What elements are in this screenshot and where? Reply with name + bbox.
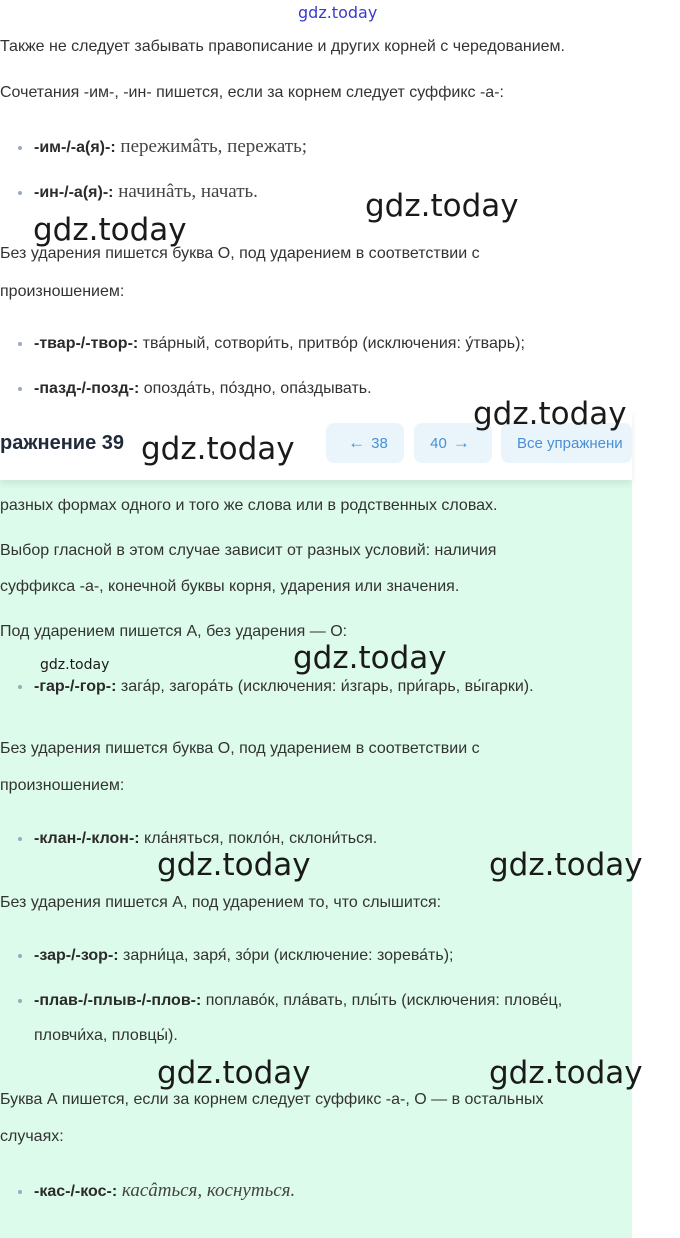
- root-key: -твар-/-твор-:: [34, 335, 139, 352]
- root-key: -клан-/-клон-:: [34, 830, 140, 847]
- watermark: gdz.today: [293, 640, 447, 676]
- root-key: -зар-/-зор-:: [34, 947, 119, 964]
- watermark: gdz.today: [157, 847, 311, 883]
- bullet-icon: [18, 685, 22, 689]
- list-item: [18, 380, 372, 398]
- examples: опозда́ть, по́здно, опа́здывать.: [139, 380, 372, 397]
- exercise-title: ражнение 39: [0, 432, 125, 454]
- bullet-icon: [18, 146, 22, 150]
- answer-line-7: Без ударения пишется А, под ударением то, что слышится:: [0, 894, 442, 911]
- list-item: [18, 181, 258, 203]
- root-key: -гар-/-гор-:: [34, 678, 117, 695]
- list-item: [18, 1180, 295, 1202]
- answer-line-5: Без ударения пишется буква О, под ударением в соответствии с: [0, 740, 480, 757]
- watermark: gdz.today: [33, 212, 187, 248]
- block1-line-1: Без ударения пишется буква О, под ударением в соответствии с: [0, 245, 480, 262]
- watermark-small: gdz.today: [40, 657, 110, 673]
- bullet-icon: [18, 191, 22, 195]
- prev-exercise-button[interactable]: [326, 423, 404, 463]
- answer-line-1: разных формах одного и того же слова или в родственных словах.: [0, 497, 498, 514]
- root-key: -пазд-/-позд-:: [34, 380, 140, 397]
- watermark: gdz.today: [489, 847, 643, 883]
- bullet-icon: [18, 954, 22, 958]
- list-item: [18, 830, 377, 848]
- list-item: [18, 335, 525, 353]
- watermark: gdz.today: [141, 431, 295, 467]
- watermark-top: gdz.today: [298, 3, 378, 22]
- bullet-icon: [18, 999, 22, 1003]
- bullet-icon: [18, 342, 22, 346]
- arrow-right-icon: →: [452, 433, 470, 452]
- answer-line-8: Буква А пишется, если за корнем следует суффикс -а-, О — в остальных: [0, 1091, 544, 1108]
- bullet-icon: [18, 837, 22, 841]
- bullet-icon: [18, 387, 22, 391]
- block1-line-2: произношением:: [0, 283, 125, 300]
- examples: кла́няться, покло́н, склони́ться.: [139, 830, 378, 847]
- prev-exercise-label: 38: [371, 434, 388, 452]
- next-exercise-label: 40: [430, 434, 447, 452]
- examples: пережимâть, пережать;: [115, 136, 308, 157]
- root-key: -ин-/-а(я)-:: [34, 184, 114, 201]
- watermark: gdz.today: [473, 396, 627, 432]
- examples: касâться, коснуться.: [117, 1180, 296, 1201]
- examples: зарни́ца, заря́, зо́ри (исключение: зорева́ть);: [118, 947, 454, 964]
- intro-line-2: Сочетания -им-, -ин- пишется, если за корнем следует суффикс -а-:: [0, 84, 504, 101]
- answer-line-4: Под ударением пишется А, без ударения — О:: [0, 623, 348, 640]
- answer-line-3: суффикса -а-, конечной буквы корня, ударения или значения.: [0, 578, 460, 595]
- list-item-continuation: пловчи́ха, пловцы́).: [34, 1027, 178, 1044]
- watermark: gdz.today: [157, 1055, 311, 1091]
- root-key: -плав-/-плыв-/-плов-:: [34, 992, 202, 1009]
- answer-line-2: Выбор гласной в этом случае зависит от разных условий: наличия: [0, 542, 497, 559]
- root-key: -им-/-а(я)-:: [34, 139, 116, 156]
- list-item: [18, 678, 534, 696]
- list-item: [18, 136, 307, 158]
- examples: зага́р, загора́ть (исключения: и́згарь, при́гарь, вы́гарки).: [116, 678, 534, 695]
- list-item: [18, 992, 562, 1010]
- examples: поплаво́к, пла́вать, плы́ть (исключения: плове́ц,: [201, 992, 563, 1009]
- answer-line-6: произношением:: [0, 777, 125, 794]
- watermark: gdz.today: [365, 188, 519, 224]
- watermark: gdz.today: [489, 1055, 643, 1091]
- answer-line-9: случаях:: [0, 1128, 64, 1145]
- examples: начинâть, начать.: [113, 181, 258, 202]
- all-exercises-label: Все упражнени: [517, 434, 623, 452]
- bullet-icon: [18, 1190, 22, 1194]
- list-item: [18, 947, 454, 965]
- examples: тва́рный, сотвори́ть, притво́р (исключения: у́тварь);: [138, 335, 525, 352]
- arrow-left-icon: ←: [348, 433, 366, 452]
- intro-line-1: Также не следует забывать правописание и других корней с чередованием.: [0, 38, 565, 55]
- root-key: -кас-/-кос-:: [34, 1183, 118, 1200]
